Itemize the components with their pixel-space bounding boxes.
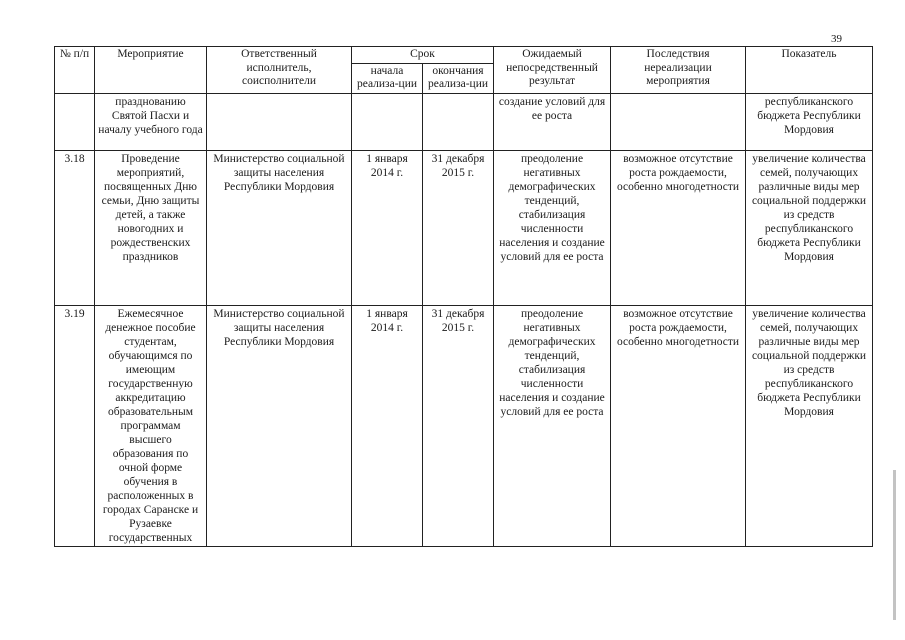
header-responsible: Ответственный исполнитель, соисполнители <box>207 47 352 94</box>
responsible-cell <box>207 93 352 150</box>
header-end: окончания реализа-ции <box>423 63 494 93</box>
indicator-cell: увеличение количества семей, получающих различные виды мер социальной поддержки из средств республиканского бюджета Республики Мордовия <box>746 305 873 546</box>
header-term: Срок <box>352 47 494 64</box>
result-cell: создание условий для ее роста <box>494 93 611 150</box>
consequences-cell <box>611 93 746 150</box>
row-number <box>55 93 95 150</box>
responsible-cell: Министерство социальной защиты населения Республики Мордовия <box>207 150 352 305</box>
header-consequences: Последствия нереализации мероприятия <box>611 47 746 94</box>
start-date-cell <box>352 93 423 150</box>
table-row <box>55 150 873 305</box>
start-date-cell: 1 января 2014 г. <box>352 150 423 305</box>
consequences-cell: возможное отсутствие роста рождаемости, особенно многодетности <box>611 305 746 546</box>
end-date-cell: 31 декабря 2015 г. <box>423 150 494 305</box>
responsible-cell: Министерство социальной защиты населения Республики Мордовия <box>207 305 352 546</box>
result-cell: преодоление негативных демографических тенденций, стабилизация численности населения и создание условий для ее роста <box>494 305 611 546</box>
program-table <box>54 46 873 547</box>
row-number: 3.19 <box>55 305 95 546</box>
consequences-cell: возможное отсутствие роста рождаемости, особенно многодетности <box>611 150 746 305</box>
event-cell: Проведение мероприятий, посвященных Дню семьи, Дню защиты детей, а также новогодних и рождественских праздников <box>95 150 207 305</box>
end-date-cell: 31 декабря 2015 г. <box>423 305 494 546</box>
header-event: Мероприятие <box>95 47 207 94</box>
header-number: № п/п <box>55 47 95 94</box>
page-number: 39 <box>831 33 842 45</box>
row-number: 3.18 <box>55 150 95 305</box>
table-row <box>55 93 873 150</box>
scan-edge-mark <box>893 470 896 620</box>
start-date-cell: 1 января 2014 г. <box>352 305 423 546</box>
event-cell: Ежемесячное денежное пособие студентам, обучающимся по имеющим государственную аккредитацию образовательным программам высшего образования по очной форме обучения в расположенных в городах Саранске и Рузаевке государственных <box>95 305 207 546</box>
table-header-row <box>55 47 873 64</box>
indicator-cell: республиканского бюджета Республики Мордовия <box>746 93 873 150</box>
indicator-cell: увеличение количества семей, получающих различные виды мер социальной поддержки из средств республиканского бюджета Республики Мордовия <box>746 150 873 305</box>
end-date-cell <box>423 93 494 150</box>
event-cell: празднованию Святой Пасхи и началу учебного года <box>95 93 207 150</box>
result-cell: преодоление негативных демографических тенденций, стабилизация численности населения и создание условий для ее роста <box>494 150 611 305</box>
header-start: начала реализа-ции <box>352 63 423 93</box>
header-result: Ожидаемый непосредственный результат <box>494 47 611 94</box>
table-row <box>55 305 873 546</box>
header-indicator: Показатель <box>746 47 873 94</box>
